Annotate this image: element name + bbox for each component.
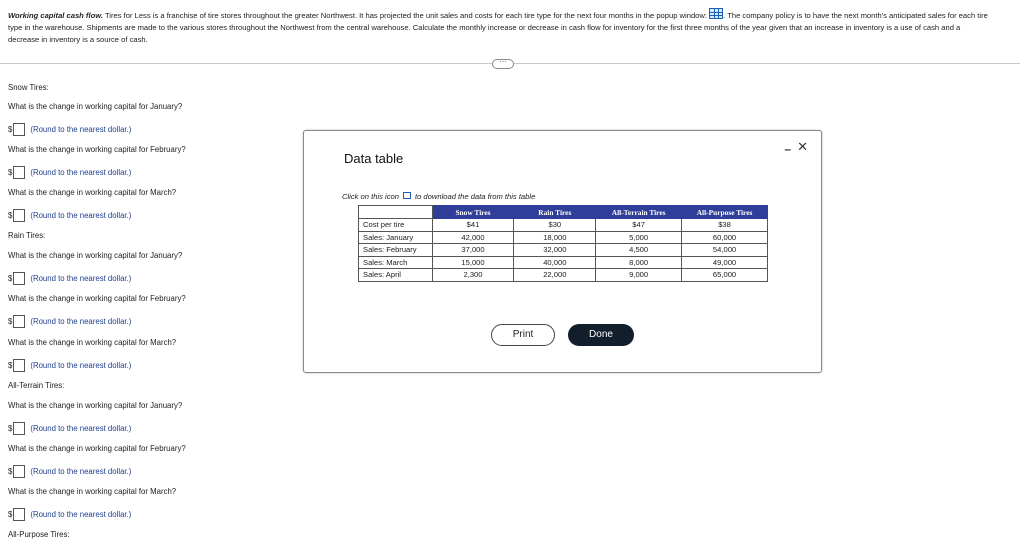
- question-snow-feb: What is the change in working capital for February?: [8, 145, 186, 154]
- question-snow-jan: What is the change in working capital for January?: [8, 102, 183, 111]
- table-cell: 22,000: [514, 269, 596, 282]
- answer-row-snow-mar: [8, 209, 131, 222]
- done-button[interactable]: Done: [568, 324, 634, 346]
- table-cell: $47: [596, 219, 682, 232]
- dollar-sign: $: [8, 361, 13, 370]
- answer-row-rain-mar: [8, 359, 131, 372]
- problem-title: Working capital cash flow.: [8, 11, 103, 20]
- question-rain-jan: What is the change in working capital for January?: [8, 251, 183, 260]
- table-header-row: [359, 206, 768, 219]
- header-rain-tires: Rain Tires: [514, 206, 596, 219]
- table-row: [359, 256, 768, 269]
- section-heading-all-purpose: All-Purpose Tires:: [8, 530, 70, 539]
- rounding-hint: (Round to the nearest dollar.): [30, 168, 132, 177]
- answer-input-snow-mar[interactable]: [13, 209, 25, 222]
- question-rain-feb: What is the change in working capital for February?: [8, 294, 186, 303]
- table-cell: $30: [514, 219, 596, 232]
- row-label: Cost per tire: [359, 219, 433, 232]
- question-all-terrain-jan: What is the change in working capital for January?: [8, 401, 183, 410]
- minimize-icon[interactable]: –: [784, 142, 791, 156]
- row-label: Sales: February: [359, 244, 433, 257]
- answer-row-snow-feb: [8, 166, 131, 179]
- section-heading-rain: Rain Tires:: [8, 231, 46, 240]
- table-cell: $38: [682, 219, 768, 232]
- rounding-hint: (Round to the nearest dollar.): [30, 274, 132, 283]
- download-text-after: to download the data from this table: [414, 192, 536, 201]
- header-all-terrain-tires: All-Terrain Tires: [596, 206, 682, 219]
- table-cell: 2,300: [432, 269, 514, 282]
- table-cell: 60,000: [682, 231, 768, 244]
- answer-input-all-terrain-feb[interactable]: [13, 465, 25, 478]
- dollar-sign: $: [8, 125, 13, 134]
- data-table-icon[interactable]: [709, 8, 723, 19]
- rounding-hint: (Round to the nearest dollar.): [30, 125, 132, 134]
- dollar-sign: $: [8, 168, 13, 177]
- dollar-sign: $: [8, 510, 13, 519]
- answer-input-rain-mar[interactable]: [13, 359, 25, 372]
- dollar-sign: $: [8, 274, 13, 283]
- table-cell: 15,000: [432, 256, 514, 269]
- dollar-sign: $: [8, 317, 13, 326]
- table-cell: $41: [432, 219, 514, 232]
- problem-text-1: Tires for Less is a franchise of tire stores throughout the greater Northwest. It has projected the unit sales and costs for each tire type for the next four months in the popup window:: [104, 11, 707, 20]
- section-heading-all-terrain: All-Terrain Tires:: [8, 381, 65, 390]
- expand-button[interactable]: ⋯: [492, 59, 514, 69]
- question-rain-mar: What is the change in working capital for March?: [8, 338, 177, 347]
- table-cell: 65,000: [682, 269, 768, 282]
- answer-row-rain-jan: [8, 272, 131, 285]
- header-blank: [359, 206, 433, 219]
- row-label: Sales: March: [359, 256, 433, 269]
- data-table-modal: [303, 130, 822, 373]
- answer-row-snow-jan: [8, 123, 131, 136]
- download-icon[interactable]: [403, 192, 411, 199]
- download-text-before: Click on this icon: [342, 192, 399, 201]
- answer-input-rain-feb[interactable]: [13, 315, 25, 328]
- table-cell: 5,000: [596, 231, 682, 244]
- table-cell: 18,000: [514, 231, 596, 244]
- download-instruction: [342, 192, 535, 201]
- table-cell: 32,000: [514, 244, 596, 257]
- rounding-hint: (Round to the nearest dollar.): [30, 510, 132, 519]
- answer-row-all-terrain-mar: [8, 508, 131, 521]
- dollar-sign: $: [8, 467, 13, 476]
- table-row: [359, 244, 768, 257]
- print-button[interactable]: Print: [491, 324, 555, 346]
- close-icon[interactable]: ✕: [797, 139, 808, 154]
- answer-input-rain-jan[interactable]: [13, 272, 25, 285]
- table-cell: 4,500: [596, 244, 682, 257]
- table-cell: 49,000: [682, 256, 768, 269]
- rounding-hint: (Round to the nearest dollar.): [30, 361, 132, 370]
- table-cell: 9,000: [596, 269, 682, 282]
- answer-input-all-terrain-jan[interactable]: [13, 422, 25, 435]
- rounding-hint: (Round to the nearest dollar.): [30, 467, 132, 476]
- answer-input-snow-jan[interactable]: [13, 123, 25, 136]
- rounding-hint: (Round to the nearest dollar.): [30, 211, 132, 220]
- row-label: Sales: April: [359, 269, 433, 282]
- question-all-terrain-feb: What is the change in working capital for February?: [8, 444, 186, 453]
- table-cell: 54,000: [682, 244, 768, 257]
- table-row: [359, 219, 768, 232]
- answer-row-all-terrain-feb: [8, 465, 131, 478]
- answer-row-rain-feb: [8, 315, 131, 328]
- table-cell: 40,000: [514, 256, 596, 269]
- answer-row-all-terrain-jan: [8, 422, 131, 435]
- section-heading-snow: Snow Tires:: [8, 83, 49, 92]
- question-all-terrain-mar: What is the change in working capital for March?: [8, 487, 177, 496]
- problem-statement: [8, 8, 993, 46]
- header-snow-tires: Snow Tires: [432, 206, 514, 219]
- table-cell: 8,000: [596, 256, 682, 269]
- table-row: [359, 231, 768, 244]
- data-table: [358, 205, 768, 282]
- answer-input-snow-feb[interactable]: [13, 166, 25, 179]
- row-label: Sales: January: [359, 231, 433, 244]
- modal-title: Data table: [344, 151, 404, 166]
- table-cell: 37,000: [432, 244, 514, 257]
- dollar-sign: $: [8, 424, 13, 433]
- dollar-sign: $: [8, 211, 13, 220]
- header-all-purpose-tires: All-Purpose Tires: [682, 206, 768, 219]
- rounding-hint: (Round to the nearest dollar.): [30, 317, 132, 326]
- question-snow-mar: What is the change in working capital for March?: [8, 188, 177, 197]
- rounding-hint: (Round to the nearest dollar.): [30, 424, 132, 433]
- problem-text-2: . The company policy is to have the next month's anticipated sales for each tire type in the warehouse. Shipments are made to the various stores throughout the Northwest from the central warehouse. Calculate the monthly increase or decrease in cash flow for inventory for the first three months of the year given that an increase in inventory is a use of cash and a decrease in inventory is a source of cash.: [8, 11, 988, 44]
- answer-input-all-terrain-mar[interactable]: [13, 508, 25, 521]
- table-cell: 42,000: [432, 231, 514, 244]
- table-row: [359, 269, 768, 282]
